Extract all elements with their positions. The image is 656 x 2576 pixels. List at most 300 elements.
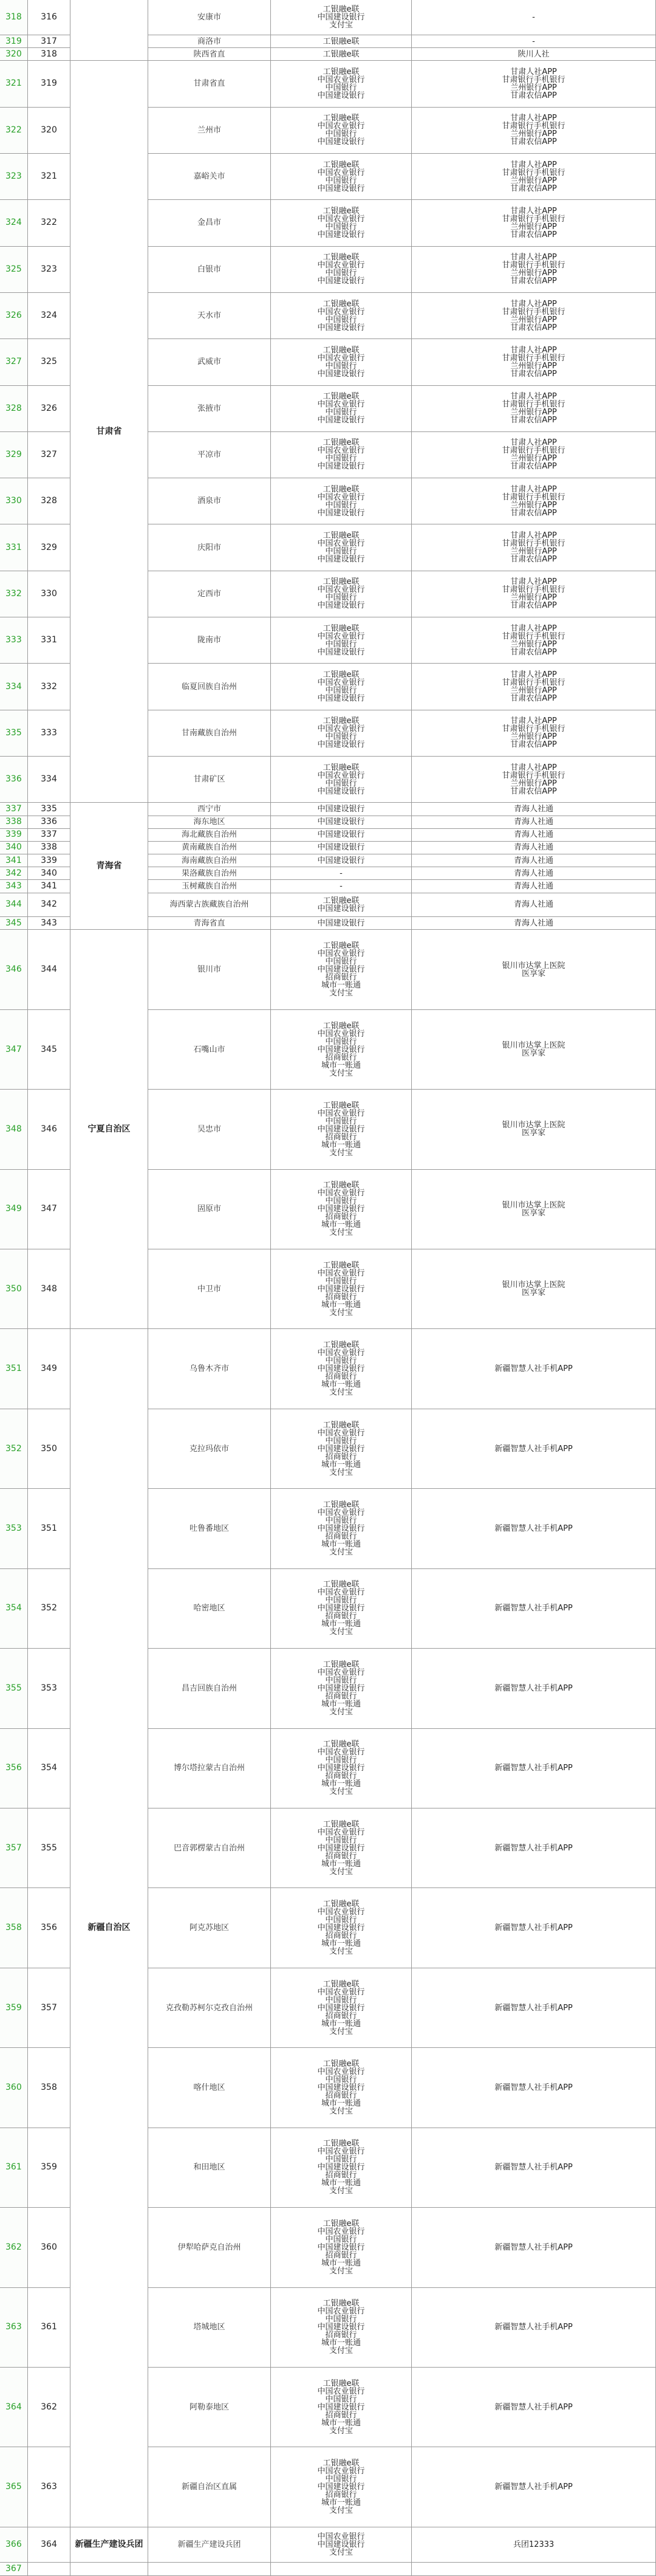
bank-channel-item: 工银融e联 xyxy=(323,1979,360,1989)
sequence-number: 328 xyxy=(28,478,70,524)
app-channels xyxy=(412,2288,656,2368)
bank-channel-item: 中国银行 xyxy=(325,732,357,742)
sequence-number: 355 xyxy=(28,1808,70,1888)
bank-channels xyxy=(271,803,412,816)
bank-channel-item: 招商银行 xyxy=(325,1691,357,1701)
bank-channel-item: 招商银行 xyxy=(325,1532,357,1542)
row-number: 345 xyxy=(0,917,28,930)
bank-channels xyxy=(271,880,412,893)
city-name: 新疆自治区直属 xyxy=(148,2447,271,2527)
bank-channel-item: 中国建设银行 xyxy=(317,1045,365,1054)
row-number: 356 xyxy=(0,1729,28,1808)
bank-channel-item: 支付宝 xyxy=(329,1787,353,1797)
row-number: 351 xyxy=(0,1329,28,1409)
sequence-number: 363 xyxy=(28,2447,70,2527)
city-name: 昌吉回族自治州 xyxy=(148,1649,271,1728)
sequence-number: 320 xyxy=(28,108,70,154)
app-channel-item: 甘肃农信APP xyxy=(510,184,557,193)
city-name: 哈密地区 xyxy=(148,1569,271,1649)
bank-channel-item: 工银融e联 xyxy=(323,670,360,680)
city-name: 海南藏族自治州 xyxy=(148,854,271,867)
row-number: 339 xyxy=(0,829,28,842)
province-name: 甘肃省 xyxy=(70,61,148,803)
bank-channel-item: 中国农业银行 xyxy=(317,1189,365,1198)
app-channel-item: 甘肃农信APP xyxy=(510,137,557,147)
app-channel-item: 银川市达掌上医院 xyxy=(502,1121,565,1130)
bank-channel-item: 中国农业银行 xyxy=(317,1428,365,1438)
app-channel-item: 青海人社通 xyxy=(513,817,553,827)
city-name: 白银市 xyxy=(148,247,271,293)
province-name: 新疆生产建设兵团 xyxy=(70,2527,148,2563)
sequence-number: 349 xyxy=(28,1329,70,1409)
city-name: 黄南藏族自治州 xyxy=(148,842,271,854)
bank-channel-item: 中国建设银行 xyxy=(317,1923,365,1933)
bank-channels xyxy=(271,710,412,757)
bank-channels xyxy=(271,200,412,246)
city-name: 乌鲁木齐市 xyxy=(148,1329,271,1409)
bank-channel-item: 中国银行 xyxy=(325,83,357,92)
bank-channel-item: 城市一账通 xyxy=(321,1779,361,1789)
app-channels xyxy=(412,524,656,571)
app-channels xyxy=(412,1010,656,1090)
bank-channel-item: 工银融e联 xyxy=(323,1660,360,1669)
bank-channel-item: 中国建设银行 xyxy=(317,1284,365,1294)
sequence-number: 343 xyxy=(28,917,70,930)
app-channel-item: 甘肃银行手机银行 xyxy=(502,307,565,317)
city-name: 甘肃省直 xyxy=(148,61,271,107)
bank-channel-item: 工银融e联 xyxy=(323,2299,360,2309)
app-channel-item: 新疆智慧人社手机APP xyxy=(494,2083,573,2092)
row-number: 365 xyxy=(0,2447,28,2527)
bank-channel-item: 中国银行 xyxy=(325,593,357,603)
bank-channels xyxy=(271,571,412,617)
city-name: 玉树藏族自治州 xyxy=(148,880,271,893)
bank-channel-item: 工银融e联 xyxy=(323,1420,360,1430)
bank-channels xyxy=(271,247,412,293)
bank-channel-item: 中国银行 xyxy=(325,176,357,185)
bank-channel-item: 中国银行 xyxy=(325,1995,357,2005)
app-channels xyxy=(412,1569,656,1649)
app-channels xyxy=(412,710,656,757)
city-name: 银川市 xyxy=(148,930,271,1009)
bank-channels xyxy=(271,2288,412,2368)
row-number: 320 xyxy=(0,48,28,61)
empty-cell xyxy=(28,2563,70,2576)
bank-channel-item: 中国农业银行 xyxy=(317,75,365,84)
app-channels xyxy=(412,664,656,710)
app-channel-item: 甘肃银行手机银行 xyxy=(502,585,565,595)
bank-channels xyxy=(271,842,412,854)
app-channels xyxy=(412,1649,656,1728)
bank-channel-item: 中国农业银行 xyxy=(317,771,365,780)
bank-channel-item: 中国银行 xyxy=(325,2155,357,2165)
app-channel-item: - xyxy=(532,12,535,22)
bank-channel-item: 中国建设银行 xyxy=(317,91,365,100)
bank-channel-item: 中国建设银行 xyxy=(317,137,365,147)
app-channels xyxy=(412,1329,656,1409)
city-name: 海北藏族自治州 xyxy=(148,829,271,842)
bank-channel-item: 工银融e联 xyxy=(323,1101,360,1110)
row-number: 334 xyxy=(0,664,28,710)
bank-channel-item: 支付宝 xyxy=(329,2106,353,2116)
app-channels xyxy=(412,35,656,48)
city-name: 甘肃矿区 xyxy=(148,757,271,803)
bank-channel-item: 中国银行 xyxy=(325,315,357,325)
bank-channel-item: 中国银行 xyxy=(325,1037,357,1046)
bank-channel-item: 中国建设银行 xyxy=(317,1524,365,1534)
bank-channel-item: 工银融e联 xyxy=(323,345,360,355)
bank-channels xyxy=(271,2527,412,2563)
app-channels xyxy=(412,339,656,385)
sequence-number: 339 xyxy=(28,854,70,867)
app-channel-item: 甘肃银行手机银行 xyxy=(502,168,565,177)
bank-channel-item: 中国建设银行 xyxy=(317,230,365,239)
sequence-number: 322 xyxy=(28,200,70,246)
bank-channel-item: 支付宝 xyxy=(329,1947,353,1957)
bank-channel-item: 中国建设银行 xyxy=(317,184,365,193)
app-channels xyxy=(412,1409,656,1489)
bank-channel-item: 城市一账通 xyxy=(321,2019,361,2028)
app-channel-item: 兰州银行APP xyxy=(510,732,557,742)
bank-channel-item: 中国建设银行 xyxy=(317,2163,365,2172)
app-channel-item: 新疆智慧人社手机APP xyxy=(494,2242,573,2252)
app-channel-item: 医享家 xyxy=(521,1128,545,1138)
app-channel-item: 新疆智慧人社手机APP xyxy=(494,2402,573,2412)
app-channel-item: 银川市达掌上医院 xyxy=(502,1041,565,1050)
bank-channel-item: 中国农业银行 xyxy=(317,353,365,363)
app-channels xyxy=(412,0,656,35)
app-channel-item: 甘肃银行手机银行 xyxy=(502,446,565,456)
bank-channel-item: 工银融e联 xyxy=(323,1740,360,1750)
bank-channel-item: 支付宝 xyxy=(329,2346,353,2356)
bank-channel-item: 工银融e联 xyxy=(323,4,360,14)
row-number: 337 xyxy=(0,803,28,816)
bank-channel-item: 城市一账通 xyxy=(321,1220,361,1230)
bank-channel-item: 中国银行 xyxy=(325,361,357,371)
bank-channel-item: 工银融e联 xyxy=(323,2059,360,2069)
app-channel-item: - xyxy=(532,36,535,46)
bank-channel-item: 中国银行 xyxy=(325,1675,357,1685)
app-channel-item: 医享家 xyxy=(521,1288,545,1298)
bank-channel-item: 中国农业银行 xyxy=(317,631,365,641)
bank-channel-item: 招商银行 xyxy=(325,2171,357,2180)
sequence-number: 342 xyxy=(28,893,70,918)
province-name xyxy=(70,0,148,61)
bank-channel-item: 城市一账通 xyxy=(321,2338,361,2348)
app-channel-item: 新疆智慧人社手机APP xyxy=(494,2003,573,2013)
sequence-number: 353 xyxy=(28,1649,70,1728)
sequence-number: 318 xyxy=(28,48,70,61)
app-channels xyxy=(412,2527,656,2563)
bank-channel-item: 支付宝 xyxy=(329,2027,353,2036)
bank-channel-item: 支付宝 xyxy=(329,1228,353,1238)
app-channel-item: 甘肃农信APP xyxy=(510,508,557,518)
bank-channel-item: 招商银行 xyxy=(325,2490,357,2500)
sequence-number: 330 xyxy=(28,571,70,617)
sequence-number: 333 xyxy=(28,710,70,757)
bank-channel-item: 招商银行 xyxy=(325,2011,357,2021)
sequence-number: 324 xyxy=(28,293,70,339)
bank-channels xyxy=(271,1729,412,1808)
bank-channel-item: 工银融e联 xyxy=(323,392,360,402)
bank-channel-item: 中国建设银行 xyxy=(317,2242,365,2252)
bank-channels xyxy=(271,35,412,48)
app-channels xyxy=(412,1170,656,1249)
sequence-number: 336 xyxy=(28,816,70,829)
bank-channel-item: 城市一账通 xyxy=(321,1300,361,1310)
sequence-number: 323 xyxy=(28,247,70,293)
bank-channel-item: 中国银行 xyxy=(325,2234,357,2244)
row-number: 340 xyxy=(0,842,28,854)
app-channel-item: 医享家 xyxy=(521,1049,545,1058)
app-channel-item: 甘肃人社APP xyxy=(510,206,557,216)
sequence-number: 359 xyxy=(28,2128,70,2208)
app-channel-item: 青海人社通 xyxy=(513,918,553,928)
app-channels xyxy=(412,48,656,61)
app-channels xyxy=(412,293,656,339)
bank-channel-item: 中国农业银行 xyxy=(317,1827,365,1837)
bank-channel-item: 招商银行 xyxy=(325,1053,357,1062)
row-number: 367 xyxy=(0,2563,28,2576)
bank-channel-item: 城市一账通 xyxy=(321,2258,361,2268)
row-number: 326 xyxy=(0,293,28,339)
bank-channel-item: 支付宝 xyxy=(329,1468,353,1477)
bank-channel-item: 中国农业银行 xyxy=(317,1668,365,1677)
app-channel-item: 甘肃银行手机银行 xyxy=(502,75,565,84)
app-channel-item: 甘肃银行手机银行 xyxy=(502,261,565,270)
bank-channel-item: 支付宝 xyxy=(329,20,353,30)
app-channel-item: 陕川人社 xyxy=(518,49,550,59)
city-name: 吴忠市 xyxy=(148,1090,271,1169)
app-channel-item: 兰州银行APP xyxy=(510,686,557,696)
bank-channel-item: 支付宝 xyxy=(329,2266,353,2276)
row-number: 348 xyxy=(0,1090,28,1169)
app-channels xyxy=(412,432,656,478)
city-name: 平凉市 xyxy=(148,432,271,478)
bank-channel-item: 中国农业银行 xyxy=(317,2067,365,2076)
app-channel-item: 甘肃农信APP xyxy=(510,694,557,704)
bank-channel-item: 中国建设银行 xyxy=(317,416,365,425)
app-channel-item: 兰州银行APP xyxy=(510,361,557,371)
app-channels xyxy=(412,247,656,293)
app-channel-item: 甘肃农信APP xyxy=(510,276,557,286)
bank-channel-item: 工银融e联 xyxy=(323,1181,360,1190)
city-name: 陕西省直 xyxy=(148,48,271,61)
bank-channel-item: 工银融e联 xyxy=(323,67,360,77)
bank-channels xyxy=(271,829,412,842)
app-channel-item: 甘肃人社APP xyxy=(510,531,557,541)
bank-channel-item: 中国银行 xyxy=(325,1835,357,1845)
bank-channel-item: 城市一账通 xyxy=(321,1939,361,1949)
city-name: 临夏回族自治州 xyxy=(148,664,271,710)
app-channels xyxy=(412,2208,656,2287)
sequence-number: 350 xyxy=(28,1409,70,1489)
city-name: 嘉峪关市 xyxy=(148,154,271,200)
app-channels xyxy=(412,1489,656,1568)
bank-channel-item: 中国银行 xyxy=(325,500,357,510)
bank-channels xyxy=(271,1010,412,1090)
city-name: 海西蒙古族藏族自治州 xyxy=(148,893,271,918)
app-channel-item: 甘肃农信APP xyxy=(510,369,557,379)
app-channel-item: 甘肃银行手机银行 xyxy=(502,400,565,410)
bank-channel-item: 中国建设银行 xyxy=(317,965,365,975)
bank-channel-item: 城市一账通 xyxy=(321,2098,361,2108)
row-number: 325 xyxy=(0,247,28,293)
bank-channel-item: 支付宝 xyxy=(329,1308,353,1317)
app-channel-item: 甘肃人社APP xyxy=(510,763,557,772)
app-channel-item: 医享家 xyxy=(521,1208,545,1218)
app-channels xyxy=(412,1729,656,1808)
bank-channel-item: 支付宝 xyxy=(329,2506,353,2516)
bank-channel-item: 工银融e联 xyxy=(323,160,360,170)
app-channel-item: 青海人社通 xyxy=(513,804,553,814)
province-name: 新疆自治区 xyxy=(70,1329,148,2527)
sequence-number: 335 xyxy=(28,803,70,816)
app-channel-item: 兰州银行APP xyxy=(510,222,557,232)
bank-channel-item: 中国银行 xyxy=(325,1756,357,1765)
city-name: 甘南藏族自治州 xyxy=(148,710,271,757)
app-channels xyxy=(412,930,656,1009)
sequence-number: 364 xyxy=(28,2527,70,2563)
bank-channel-item: 工银融e联 xyxy=(323,438,360,448)
app-channel-item: 兰州银行APP xyxy=(510,408,557,417)
bank-channels xyxy=(271,930,412,1009)
app-channels xyxy=(412,816,656,829)
bank-channel-item: 城市一账通 xyxy=(321,1140,361,1150)
bank-channel-item: 城市一账通 xyxy=(321,1060,361,1070)
app-channels xyxy=(412,617,656,664)
app-channel-item: 甘肃农信APP xyxy=(510,416,557,425)
bank-channels xyxy=(271,854,412,867)
sequence-number: 321 xyxy=(28,154,70,200)
app-channel-item: 甘肃银行手机银行 xyxy=(502,631,565,641)
bank-channel-item: 中国建设银行 xyxy=(317,323,365,332)
bank-channel-item: 中国建设银行 xyxy=(317,1604,365,1613)
app-channels xyxy=(412,571,656,617)
app-channel-item: 甘肃人社APP xyxy=(510,623,557,633)
app-channels xyxy=(412,2048,656,2128)
sequence-number: 326 xyxy=(28,386,70,432)
bank-channel-item: 中国建设银行 xyxy=(317,2402,365,2412)
bank-channel-item: 工银融e联 xyxy=(323,1341,360,1350)
bank-channel-item: 支付宝 xyxy=(329,1707,353,1717)
bank-channel-item: 中国建设银行 xyxy=(317,276,365,286)
bank-channel-item: 中国建设银行 xyxy=(317,2482,365,2492)
app-channels xyxy=(412,2447,656,2527)
app-channel-item: 新疆智慧人社手机APP xyxy=(494,1683,573,1693)
bank-channel-item: 城市一账通 xyxy=(321,981,361,991)
bank-channel-item: 工银融e联 xyxy=(323,36,360,46)
app-channels xyxy=(412,478,656,524)
bank-channel-item: 中国建设银行 xyxy=(317,2540,365,2549)
bank-channel-item: 支付宝 xyxy=(329,2547,353,2557)
bank-channel-item: 工银融e联 xyxy=(323,763,360,772)
app-channel-item: 兰州银行APP xyxy=(510,129,557,139)
bank-channel-item: 城市一账通 xyxy=(321,1699,361,1709)
app-channel-item: 甘肃银行手机银行 xyxy=(502,492,565,502)
app-channels xyxy=(412,2128,656,2208)
bank-channel-item: 中国建设银行 xyxy=(317,830,365,840)
app-channel-item: 银川市达掌上医院 xyxy=(502,1200,565,1210)
bank-channel-item: 招商银行 xyxy=(325,1292,357,1302)
bank-channel-item: 中国建设银行 xyxy=(317,1204,365,1214)
bank-channels xyxy=(271,1569,412,1649)
bank-channel-item: 中国建设银行 xyxy=(317,601,365,611)
row-number: 329 xyxy=(0,432,28,478)
bank-channels xyxy=(271,917,412,930)
bank-channel-item: 招商银行 xyxy=(325,1132,357,1142)
sequence-number: 325 xyxy=(28,339,70,385)
app-channel-item: 兰州银行APP xyxy=(510,315,557,325)
row-number: 336 xyxy=(0,757,28,803)
bank-channel-item: 中国建设银行 xyxy=(317,555,365,565)
bank-channel-item: 城市一账通 xyxy=(321,1380,361,1390)
city-name: 天水市 xyxy=(148,293,271,339)
city-name: 克拉玛依市 xyxy=(148,1409,271,1489)
bank-channels xyxy=(271,339,412,385)
row-number: 341 xyxy=(0,854,28,867)
app-channels xyxy=(412,108,656,154)
bank-channel-item: 支付宝 xyxy=(329,1548,353,1558)
row-number: 318 xyxy=(0,0,28,35)
bank-channel-item: 中国银行 xyxy=(325,408,357,417)
row-number: 364 xyxy=(0,2368,28,2447)
empty-cell xyxy=(70,2563,148,2576)
app-channel-item: 甘肃农信APP xyxy=(510,323,557,332)
row-number: 342 xyxy=(0,867,28,880)
sequence-number: 352 xyxy=(28,1569,70,1649)
row-number: 343 xyxy=(0,880,28,893)
bank-channel-item: 中国建设银行 xyxy=(317,12,365,22)
bank-channel-item: 中国建设银行 xyxy=(317,2083,365,2092)
app-channel-item: 青海人社通 xyxy=(513,843,553,853)
bank-channel-item: 中国建设银行 xyxy=(317,804,365,814)
empty-cell xyxy=(271,2563,412,2576)
bank-channel-item: 中国农业银行 xyxy=(317,2386,365,2396)
sequence-number: 317 xyxy=(28,35,70,48)
bank-channels xyxy=(271,48,412,61)
sequence-number: 331 xyxy=(28,617,70,664)
bank-channel-item: 中国农业银行 xyxy=(317,400,365,410)
row-number: 347 xyxy=(0,1010,28,1090)
app-channel-item: 银川市达掌上医院 xyxy=(502,961,565,970)
bank-channels xyxy=(271,0,412,35)
app-channel-item: 甘肃人社APP xyxy=(510,160,557,170)
app-channels xyxy=(412,1090,656,1169)
row-number: 350 xyxy=(0,1249,28,1329)
sequence-number: 360 xyxy=(28,2208,70,2287)
app-channel-item: 兰州银行APP xyxy=(510,454,557,464)
bank-channels xyxy=(271,757,412,803)
app-channel-item: 新疆智慧人社手机APP xyxy=(494,1604,573,1613)
city-name: 果洛藏族自治州 xyxy=(148,867,271,880)
bank-channel-item: 招商银行 xyxy=(325,2330,357,2340)
bank-channel-item: 中国建设银行 xyxy=(317,1843,365,1853)
sequence-number: 358 xyxy=(28,2048,70,2128)
bank-channel-item: 中国银行 xyxy=(325,686,357,696)
bank-channel-item: 中国银行 xyxy=(325,1516,357,1526)
bank-channels xyxy=(271,893,412,918)
bank-channel-item: 工银融e联 xyxy=(323,531,360,541)
bank-channel-item: 中国农业银行 xyxy=(317,1348,365,1358)
bank-channel-item: 工银融e联 xyxy=(323,2459,360,2468)
app-channel-item: 青海人社通 xyxy=(513,856,553,865)
bank-channel-item: 中国农业银行 xyxy=(317,2307,365,2317)
bank-channels xyxy=(271,1329,412,1409)
bank-channel-item: 中国建设银行 xyxy=(317,904,365,913)
bank-channel-item: 中国银行 xyxy=(325,1596,357,1606)
app-channel-item: 甘肃银行手机银行 xyxy=(502,724,565,734)
